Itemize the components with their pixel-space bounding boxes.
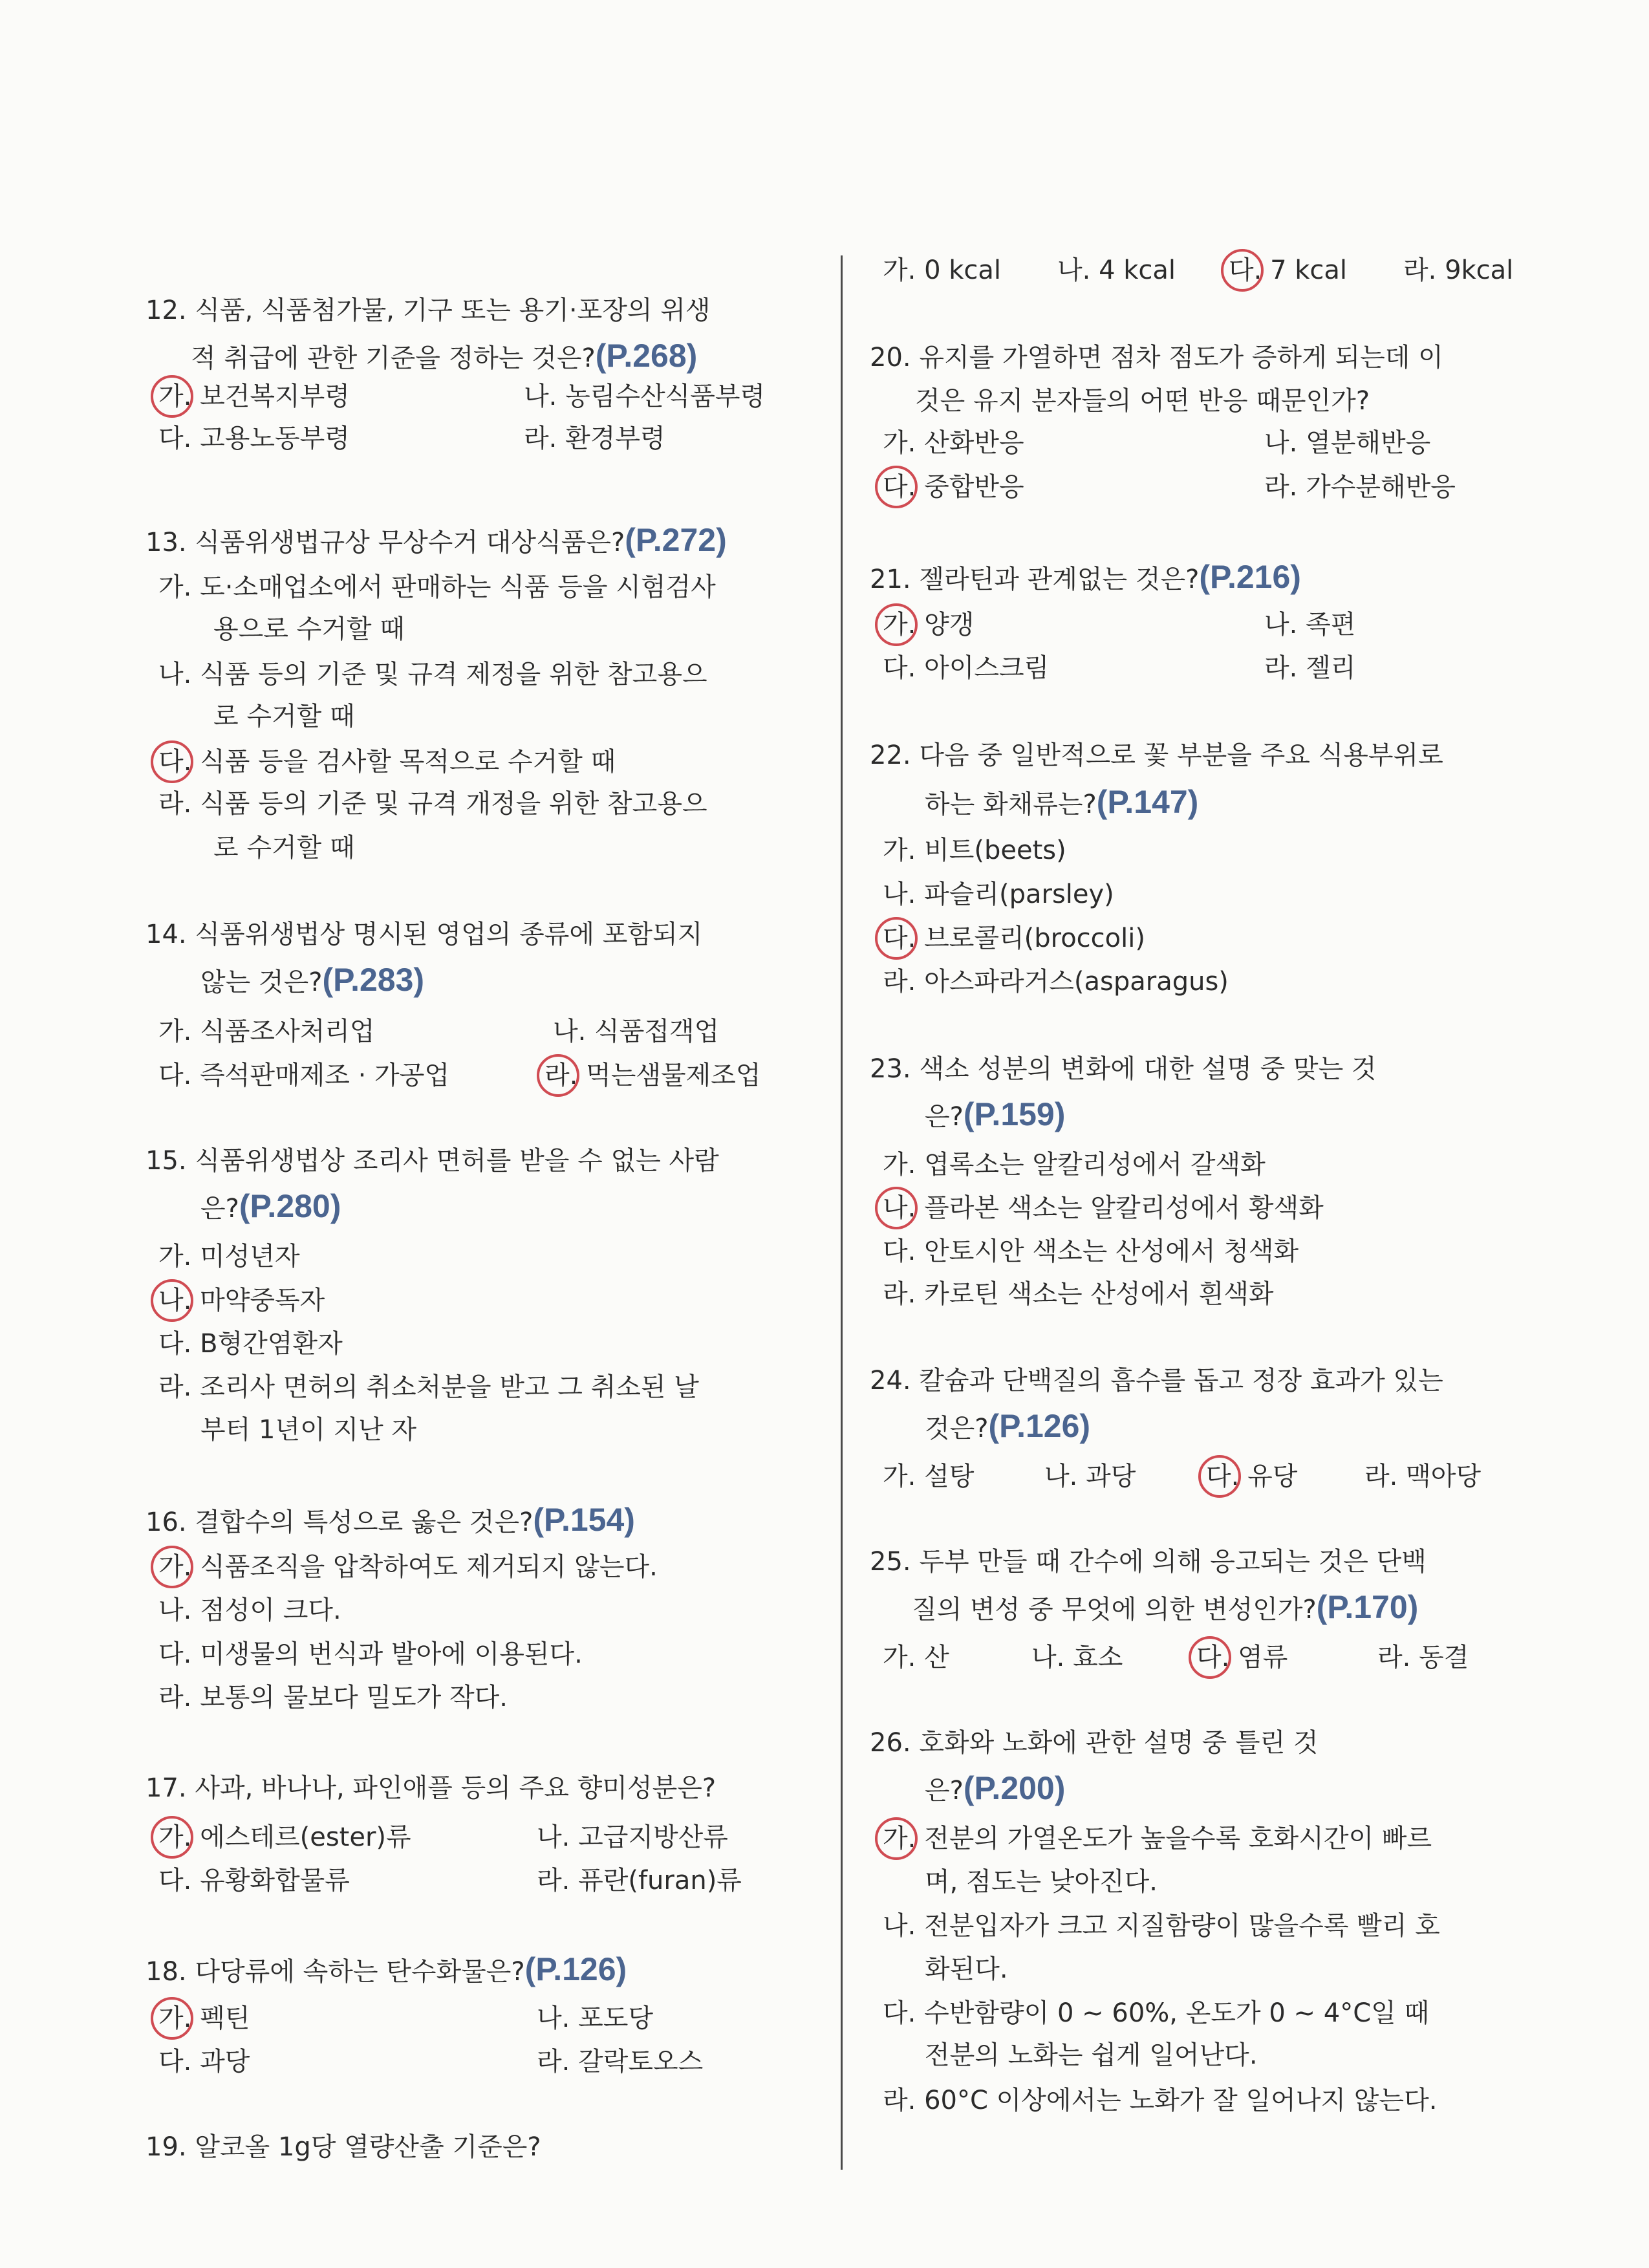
option-cont: 용으로 수거할 때	[213, 614, 405, 644]
option: 나. 식품접객업	[553, 1017, 720, 1046]
option: 가. 엽록소는 알칼리성에서 갈색화	[883, 1150, 1266, 1180]
answer-circle	[875, 603, 918, 646]
question-text-cont: 하는 화채류는?(P.147)	[925, 784, 1199, 820]
answer-circle	[151, 1546, 193, 1588]
option: 라. 보통의 물보다 밀도가 작다.	[158, 1683, 508, 1712]
answer-circle	[537, 1054, 579, 1097]
option: 다. 유황화합물류	[158, 1866, 350, 1895]
question-text: 13. 식품위생법규상 무상수거 대상식품은?(P.272)	[146, 522, 727, 558]
option: 라. 카로틴 색소는 산성에서 흰색화	[883, 1279, 1274, 1309]
option: 나. 효소	[1031, 1643, 1123, 1672]
question-text: 19. 알코올 1g당 열량산출 기준은?	[146, 2132, 541, 2162]
question-text-cont: 않는 것은?(P.283)	[200, 962, 425, 998]
option-cont: 로 수거할 때	[213, 702, 355, 731]
option: 가. 도·소매업소에서 판매하는 식품 등을 시험검사	[158, 572, 716, 602]
option: 다. 7 kcal	[1229, 255, 1348, 285]
option: 다. 수반함량이 0 ~ 60%, 온도가 0 ~ 4°C일 때	[883, 1998, 1430, 2028]
option: 가. 펙틴	[158, 2003, 250, 2033]
option: 나. 열분해반응	[1264, 428, 1431, 458]
option: 나. 파슬리(parsley)	[883, 880, 1114, 909]
question-text-cont: 적 취급에 관한 기준을 정하는 것은?(P.268)	[191, 338, 698, 374]
option: 다. 고용노동부령	[158, 424, 350, 453]
answer-circle	[875, 1817, 918, 1860]
page-ref: (P.126)	[988, 1408, 1091, 1444]
page-ref: (P.272)	[625, 522, 727, 558]
option: 가. 산	[883, 1643, 949, 1672]
option-cont: 부터 1년이 지난 자	[200, 1415, 417, 1445]
answer-circle	[1198, 1455, 1241, 1498]
option: 가. 전분의 가열온도가 높을수록 호화시간이 빠르	[883, 1824, 1432, 1853]
answer-circle	[151, 1816, 193, 1859]
question-text-cont: 은?(P.200)	[925, 1770, 1066, 1806]
answer-circle	[875, 466, 918, 508]
option: 나. 고급지방산류	[537, 1822, 728, 1852]
answer-circle	[875, 917, 918, 960]
option: 다. 과당	[158, 2047, 250, 2077]
question-text-cont: 질의 변성 중 무엇에 의한 변성인가?(P.170)	[912, 1589, 1419, 1625]
option: 다. 브로콜리(broccoli)	[883, 923, 1145, 953]
question-text: 12. 식품, 식품첨가물, 기구 또는 용기·포장의 위생	[146, 296, 711, 325]
option: 라. 식품 등의 기준 및 규격 개정을 위한 참고용으	[158, 789, 707, 819]
option: 다. 아이스크림	[883, 653, 1050, 683]
option: 다. 식품 등을 검사할 목적으로 수거할 때	[158, 747, 616, 777]
answer-circle	[151, 1279, 193, 1322]
option: 가. 양갱	[883, 610, 975, 640]
page-ref: (P.280)	[239, 1188, 341, 1224]
question-text: 25. 두부 만들 때 간수에 의해 응고되는 것은 단백	[870, 1547, 1427, 1577]
option: 다. 중합반응	[883, 472, 1024, 502]
option: 다. 염류	[1196, 1643, 1288, 1672]
option-cont: 며, 점도는 낮아진다.	[925, 1867, 1158, 1897]
option: 가. 에스테르(ester)류	[158, 1822, 411, 1852]
answer-circle	[875, 1187, 918, 1229]
page-ref: (P.154)	[533, 1502, 635, 1538]
question-text-cont: 은?(P.159)	[925, 1096, 1066, 1132]
option: 라. 조리사 면허의 취소처분을 받고 그 취소된 날	[158, 1372, 699, 1402]
question-text: 20. 유지를 가열하면 점차 점도가 증하게 되는데 이	[870, 343, 1443, 373]
option: 다. 즉석판매제조 · 가공업	[158, 1061, 449, 1090]
option: 가. 0 kcal	[883, 255, 1002, 285]
option: 나. 농림수산식품부령	[524, 382, 766, 411]
option: 나. 전분입자가 크고 지질함량이 많을수록 빨리 호	[883, 1911, 1440, 1941]
option: 라. 먹는샘물제조업	[544, 1061, 761, 1090]
option: 다. 미생물의 번식과 발아에 이용된다.	[158, 1639, 583, 1669]
column-divider	[841, 255, 843, 2170]
answer-circle	[151, 740, 193, 783]
option: 나. 플라본 색소는 알칼리성에서 황색화	[883, 1193, 1324, 1223]
question-text-cont: 은?(P.280)	[200, 1188, 341, 1224]
option: 다. B형간염환자	[158, 1329, 343, 1359]
option: 나. 식품 등의 기준 및 규격 제정을 위한 참고용으	[158, 660, 707, 689]
option: 다. 안토시안 색소는 산성에서 청색화	[883, 1237, 1299, 1266]
answer-circle	[1221, 249, 1264, 292]
option: 라. 가수분해반응	[1264, 472, 1456, 502]
option: 라. 퓨란(furan)류	[537, 1866, 742, 1895]
answer-circle	[151, 1997, 193, 2040]
option: 가. 미성년자	[158, 1242, 300, 1271]
option: 라. 동결	[1377, 1643, 1469, 1672]
option: 나. 족편	[1264, 610, 1356, 640]
option: 라. 9kcal	[1403, 255, 1514, 285]
option: 가. 비트(beets)	[883, 836, 1066, 865]
question-text: 18. 다당류에 속하는 탄수화물은?(P.126)	[146, 1951, 627, 1987]
question-text: 14. 식품위생법상 명시된 영업의 종류에 포함되지	[146, 920, 703, 949]
option: 가. 보건복지부령	[158, 382, 350, 411]
page-ref: (P.147)	[1096, 784, 1199, 820]
page-ref: (P.159)	[963, 1096, 1066, 1132]
option: 라. 갈락토오스	[537, 2047, 704, 2077]
option-cont: 로 수거할 때	[213, 833, 355, 863]
page-ref: (P.200)	[963, 1770, 1066, 1806]
option-cont: 전분의 노화는 쉽게 일어난다.	[925, 2040, 1258, 2070]
question-text-cont: 것은?(P.126)	[925, 1408, 1091, 1444]
page-ref: (P.283)	[322, 962, 425, 998]
question-text: 21. 젤라틴과 관계없는 것은?(P.216)	[870, 559, 1301, 595]
option: 가. 식품조사처리업	[158, 1017, 375, 1046]
option: 가. 산화반응	[883, 428, 1024, 458]
option: 나. 4 kcal	[1057, 255, 1176, 285]
option: 나. 포도당	[537, 2003, 653, 2033]
option: 라. 아스파라거스(asparagus)	[883, 967, 1229, 997]
page-ref: (P.170)	[1316, 1589, 1419, 1625]
option: 나. 점성이 크다.	[158, 1595, 341, 1625]
question-text: 24. 칼슘과 단백질의 흡수를 돕고 정장 효과가 있는	[870, 1366, 1443, 1396]
page-ref: (P.268)	[595, 338, 698, 374]
question-text: 22. 다음 중 일반적으로 꽃 부분을 주요 식용부위로	[870, 740, 1443, 770]
page-ref: (P.216)	[1199, 559, 1301, 595]
question-text: 26. 호화와 노화에 관한 설명 중 틀린 것	[870, 1728, 1319, 1758]
question-text-cont: 것은 유지 분자들의 어떤 반응 때문인가?	[915, 386, 1370, 416]
option: 라. 60°C 이상에서는 노화가 잘 일어나지 않는다.	[883, 2086, 1438, 2115]
option: 나. 마약중독자	[158, 1286, 325, 1315]
option: 나. 과당	[1044, 1462, 1136, 1491]
page-ref: (P.126)	[524, 1951, 627, 1987]
option-cont: 화된다.	[925, 1954, 1008, 1984]
question-text: 16. 결합수의 특성으로 옳은 것은?(P.154)	[146, 1502, 635, 1538]
question-text: 15. 식품위생법상 조리사 면허를 받을 수 없는 사람	[146, 1146, 719, 1176]
option: 다. 유당	[1206, 1462, 1298, 1491]
answer-circle	[1189, 1636, 1231, 1679]
question-text: 23. 색소 성분의 변화에 대한 설명 중 맞는 것	[870, 1054, 1377, 1084]
question-text: 17. 사과, 바나나, 파인애플 등의 주요 향미성분은?	[146, 1773, 717, 1803]
answer-circle	[151, 375, 193, 418]
option: 가. 식품조직을 압착하여도 제거되지 않는다.	[158, 1552, 658, 1582]
option: 라. 맥아당	[1364, 1462, 1481, 1491]
option: 라. 젤리	[1264, 653, 1356, 683]
option: 가. 설탕	[883, 1462, 975, 1491]
option: 라. 환경부령	[524, 424, 665, 453]
